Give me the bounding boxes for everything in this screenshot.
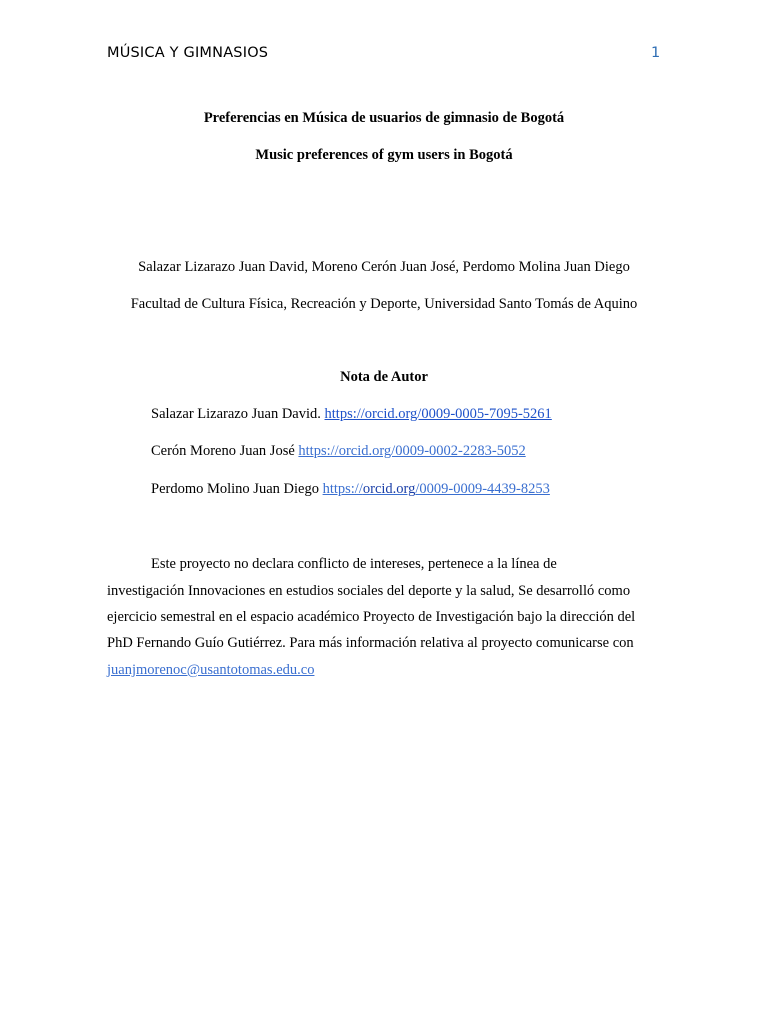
author-note-entry	[151, 481, 550, 498]
orcid-link-id: /0009-0009-4439-8253	[415, 481, 550, 497]
title-english: Music preferences of gym users in Bogotá	[255, 147, 513, 163]
author-names: Salazar Lizarazo Juan David, Moreno Cerón Juan José, Perdomo Molina Juan Diego	[138, 259, 630, 275]
author-note-heading: Nota de Autor	[340, 369, 428, 385]
author-name: Salazar Lizarazo Juan David.	[151, 406, 321, 422]
paragraph-line: ejercicio semestral en el espacio académico Proyecto de Investigación bajo la dirección del	[107, 609, 636, 625]
orcid-link-scheme: https://	[322, 481, 363, 497]
orcid-link[interactable]	[323, 481, 550, 497]
paragraph-line: Este proyecto no declara conflicto de intereses, pertenece a la línea de	[151, 556, 557, 572]
page-number: 1	[651, 45, 661, 61]
title-spanish: Preferencias en Música de usuarios de gimnasio de Bogotá	[203, 110, 565, 126]
contact-email-line	[107, 662, 314, 679]
author-name: Cerón Moreno Juan José	[151, 443, 295, 459]
orcid-link-domain: orcid.org	[362, 481, 416, 497]
orcid-link[interactable]: https://orcid.org/0009-0005-7095-5261	[324, 406, 552, 422]
author-name: Perdomo Molino Juan Diego	[151, 481, 319, 497]
author-note-entry	[151, 443, 526, 460]
author-affiliation: Facultad de Cultura Física, Recreación y Deporte, Universidad Santo Tomás de Aquino	[130, 296, 638, 312]
paragraph-line: PhD Fernando Guío Gutiérrez. Para más información relativa al proyecto comunicarse con	[107, 635, 634, 651]
running-head-title: MÚSICA Y GIMNASIOS	[107, 45, 269, 61]
contact-email-link[interactable]: juanjmorenoc@usantotomas.edu.co	[107, 662, 315, 678]
paragraph-line: investigación Innovaciones en estudios sociales del deporte y la salud, Se desarrolló como	[107, 583, 631, 599]
author-note-entry	[151, 406, 552, 423]
orcid-link[interactable]: https://orcid.org/0009-0002-2283-5052	[298, 443, 526, 459]
